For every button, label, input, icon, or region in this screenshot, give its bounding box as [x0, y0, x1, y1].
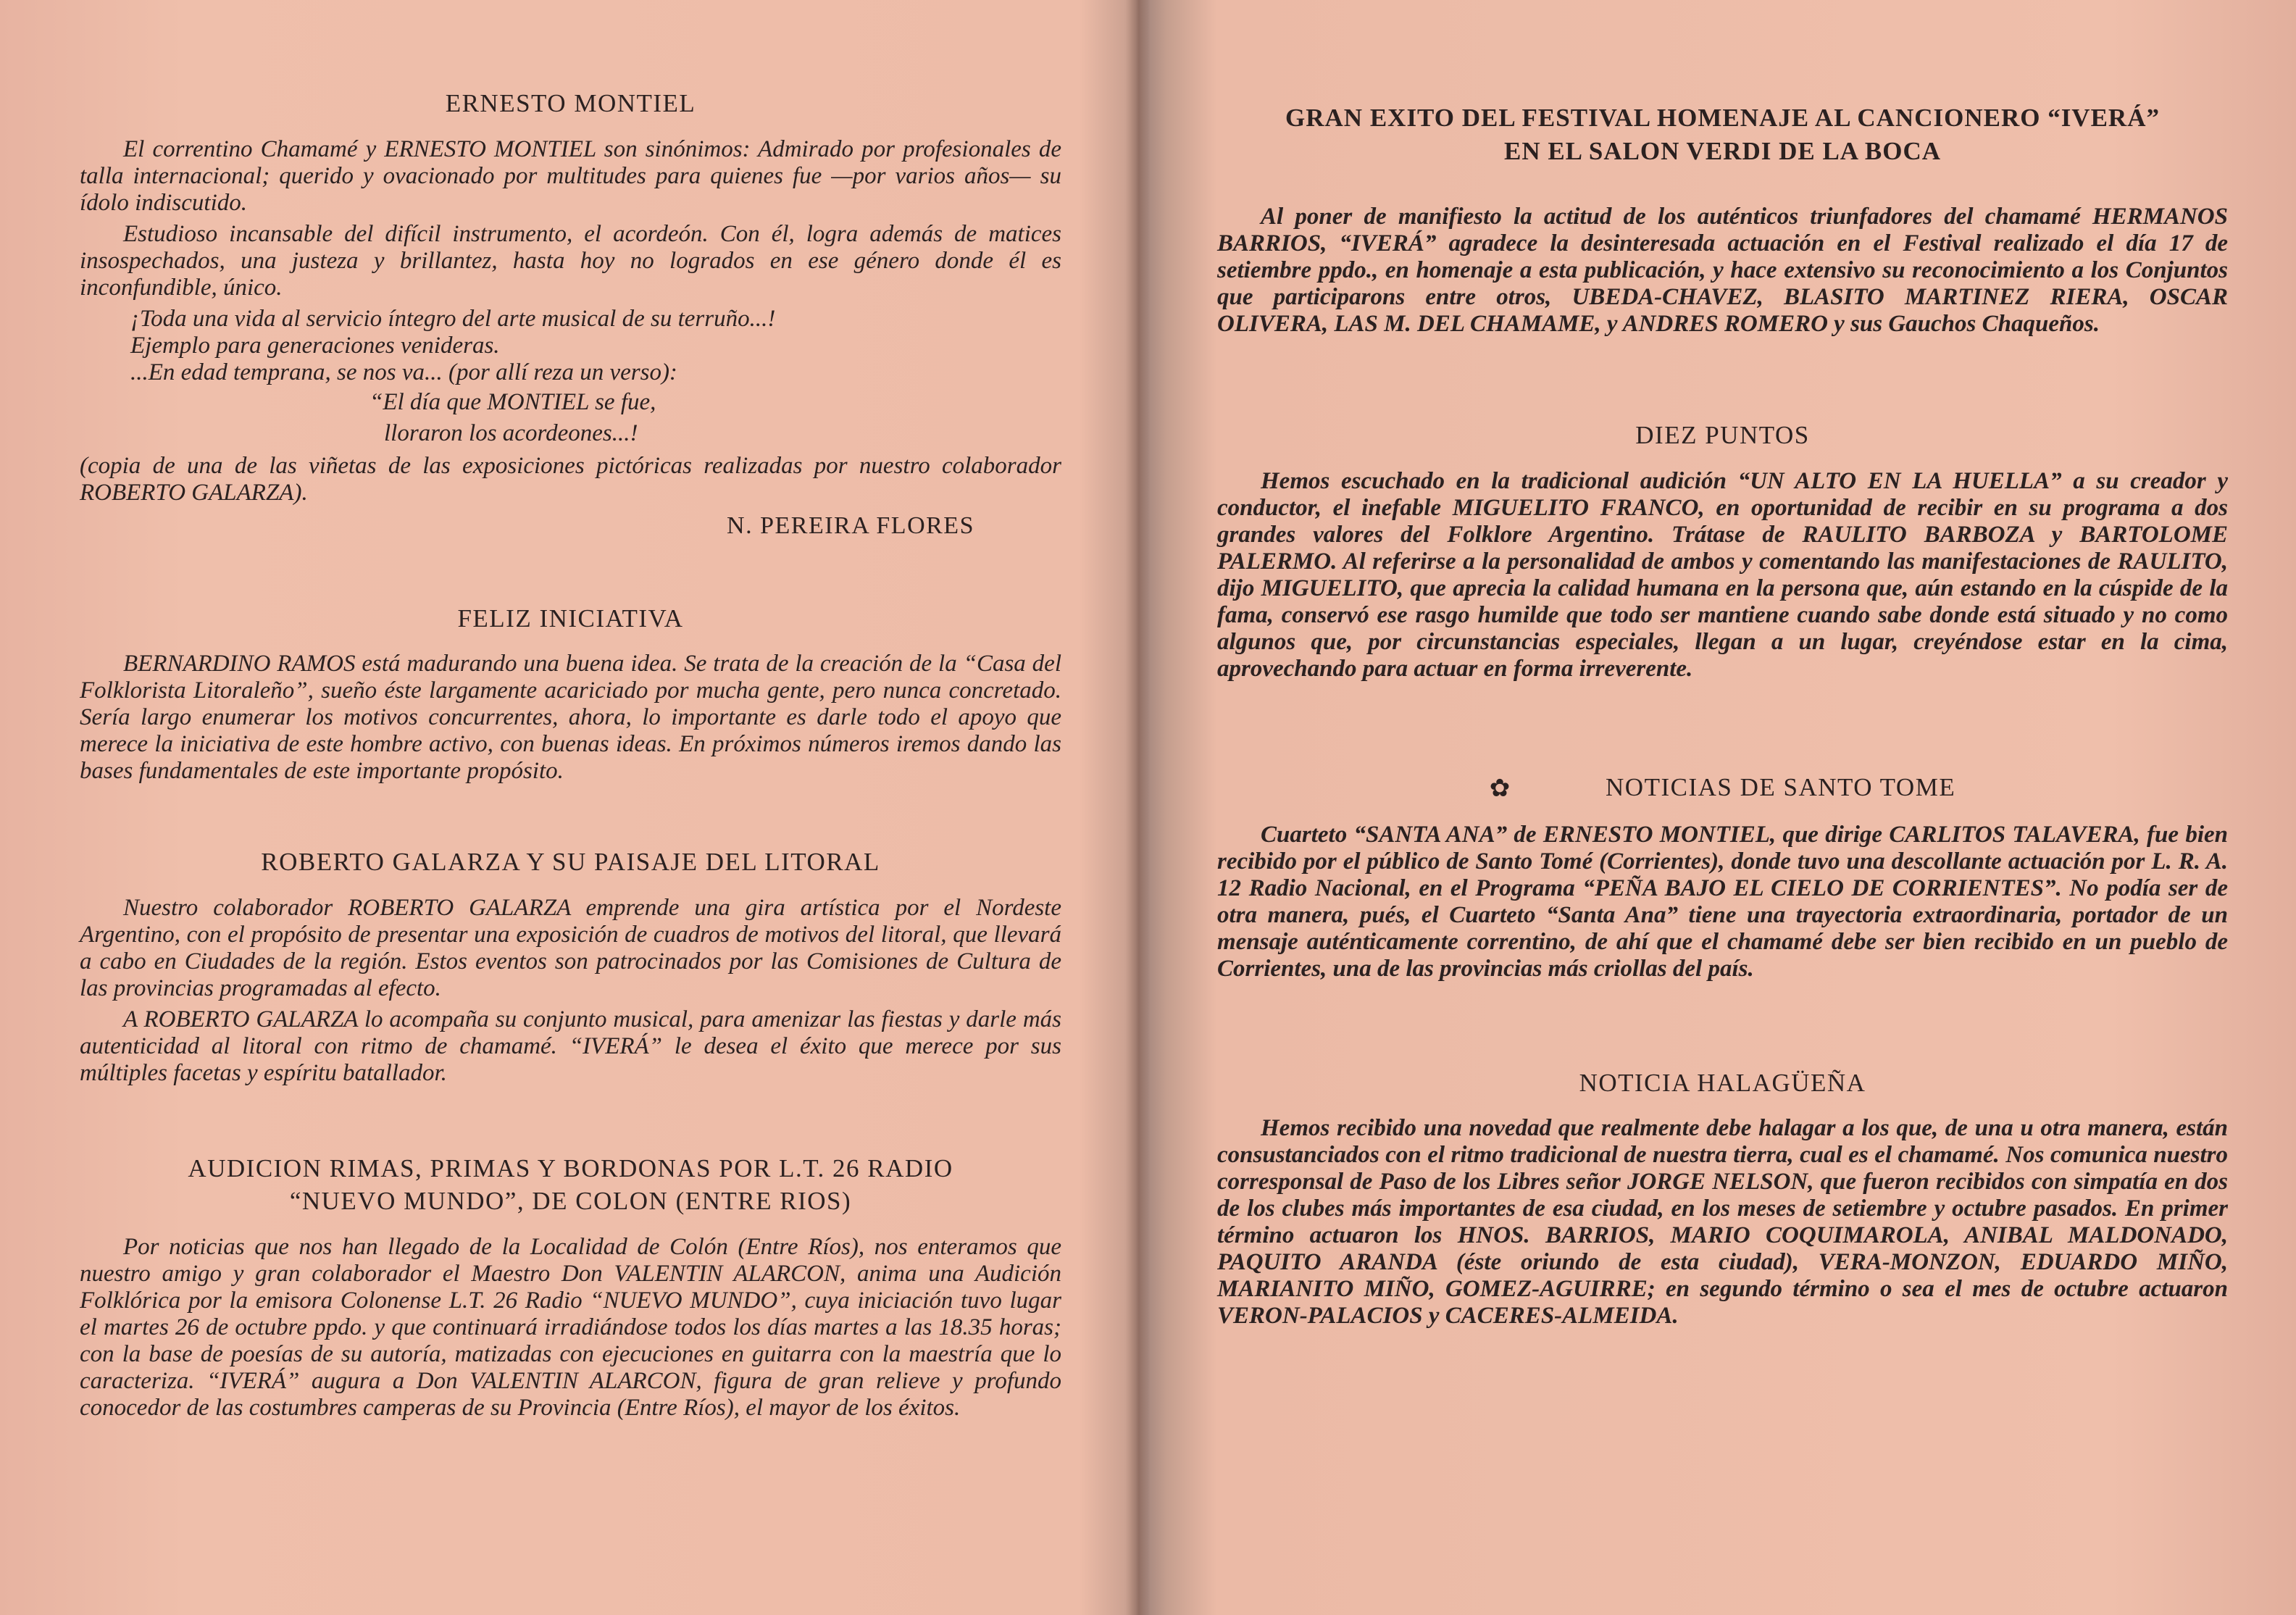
article-title: FELIZ INICIATIVA [457, 604, 684, 633]
verse-line: ...En edad temprana, se nos va... (por allí reza un verso): [130, 359, 677, 385]
paragraph: Hemos recibido una novedad que realmente debe halagar a los que, de una u otra manera, están consustanciados con el ritmo tradicional de nuestra tierra, cual es el chamamé. Nos comunica nuestro corresponsal de Paso de los Libres señor JORGE NELSON, que fueron recibidos con simpatía en dos de los clubes más importantes de esa ciudad, en los meses de setiembre y octubre pasados. En primer término actuaron los HNOS. BARRIOS, MARIO COQUIMAROLA, ANIBAL MALDONADO, PAQUITO ARANDA (éste oriundo de esta ciudad), VERA-MONZON, EDUARDO MIÑO, MARIANITO MIÑO, GOMEZ-AGUIRRE; en segundo término o sea el mes de octubre actuaron VERON-PALACIOS y CACERES-ALMEIDA. [1217, 1115, 2228, 1330]
paragraph: A ROBERTO GALARZA lo acompaña su conjunto musical, para amenizar las fiestas y darle más autenticidad al litoral con ritmo de chamamé. “IVERÁ” le desea el éxito que merece por sus múltiples facetas y espíritu batallador. [80, 1006, 1061, 1086]
article-noticias-santo-tome [1217, 771, 2228, 982]
article-ernesto-montiel [80, 87, 1061, 540]
article-body [80, 651, 1061, 785]
paragraph: Cuarteto “SANTA ANA” de ERNESTO MONTIEL, que dirige CARLITOS TALAVERA, fue bien recibido por el público de Santo Tomé (Corrientes), donde tuvo una descollante actuación por L. R. A. 12 Radio Nacional, en el Programa “PEÑA BAJO EL CIELO DE CORRIENTES”. No podía ser de otra manera, pués, el Cuarteto “Santa Ana” tiene una trayectoria extraordinaria, portador de un mensaje auténticamente correntino, de ahí que el chamamé debe ser bien recibido en un pueblo de Corrientes, una de las provincias más criollas del país. [1217, 821, 2228, 982]
article-body [1217, 1115, 2228, 1330]
article-gran-exito-festival [1217, 101, 2228, 338]
author-signature: N. PEREIRA FLORES [727, 512, 974, 539]
paragraph: Por noticias que nos han llegado de la Localidad de Colón (Entre Ríos), nos enteramos que nuestro amigo y gran colaborador el Maestro Don VALENTIN ALARCON, anima una Audición Folklórica por la emisora Colonense L.T. 26 Radio “NUEVO MUNDO”, cuya iniciación tuvo lugar el martes 26 de octubre ppdo. y que continuará irradiándose todos los días martes a las 18.35 horas; con la base de poesías de su autoría, matizadas con ejecuciones en guitarra con la maestría que lo caracteriza. “IVERÁ” augura a Don VALENTIN ALARCON, figura de gran relieve y profundo conocedor de las costumbres camperas de su Provincia (Entre Ríos), el mayor de los éxitos. [80, 1233, 1061, 1421]
right-page-content [1217, 101, 2228, 1586]
paragraph: Nuestro colaborador ROBERTO GALARZA emprende una gira artística por el Nordeste Argentino, con el propósito de presentar una exposición de cuadros de motivos del litoral, que llevará a cabo en Ciudades de la región. Estos eventos son patrocinados por las Comisiones de Cultura de las provincias programadas al efecto. [80, 894, 1061, 1001]
paragraph: Al poner de manifiesto la actitud de los auténticos triunfadores del chamamé HERMANOS BARRIOS, “IVERÁ” agradece la desinteresada actuación en el Festival realizado el día 17 de setiembre ppdo., en homenaje a esta publicación, y hace extensivo su reconocimiento a los Conjuntos que participarons entre otros, UBEDA-CHAVEZ, BLASITO MARTINEZ RIERA, OSCAR OLIVERA, LAS M. DEL CHAMAME, y ANDRES ROMERO y sus Gauchos Chaqueños. [1217, 204, 2228, 337]
article-title-line: AUDICION RIMAS, PRIMAS Y BORDONAS POR L.T. 26 RADIO [188, 1153, 953, 1182]
quote-line: lloraron los acordeones...! [384, 420, 638, 446]
article-roberto-galarza [80, 846, 1061, 1087]
article-audicion-rimas [80, 1152, 1061, 1422]
article-title-row [1217, 771, 2228, 806]
article-title: NOTICIA HALAGÜEÑA [1579, 1068, 1866, 1097]
article-title: NOTICIAS DE SANTO TOME [1606, 772, 1956, 801]
article-title-line: “NUEVO MUNDO”, DE COLON (ENTRE RIOS) [289, 1187, 852, 1215]
left-page [0, 0, 1130, 1615]
article-title: ROBERTO GALARZA Y SU PAISAJE DEL LITORAL [261, 848, 880, 876]
caption-note: (copia de una de las viñetas de las exposiciones pictóricas realizadas por nuestro colaborador ROBERTO GALARZA). [80, 452, 1061, 506]
left-page-content [80, 87, 1061, 1586]
verse-line: ¡Toda una vida al servicio íntegro del arte musical de su terruño...! [130, 305, 776, 332]
paragraph: Hemos escuchado en la tradicional audición “UN ALTO EN LA HUELLA” a su creador y conductor, el inefable MIGUELITO FRANCO, en oportunidad de recibir en su programa a dos grandes valores del Folklore Argentino. Trátase de RAULITO BARBOZA y BARTOLOME PALERMO. Al referirse a la personalidad de ambos y comentando las manifestaciones de RAULITO, dijo MIGUELITO, que aprecia la calidad humana en la persona que, aún estando en la cúspide de la fama, conservó ese rasgo humilde que todo ser mantiene cuando sabe donde está situado y no como algunos que, por circunstancias especiales, llegan a un lugar, creyéndose estar en la cima, aprovechando para actuar en forma irreverente. [1217, 467, 2228, 682]
article-diez-puntos [1217, 419, 2228, 683]
article-title-line: GRAN EXITO DEL FESTIVAL HOMENAJE AL CANCIONERO “IVERÁ” [1285, 104, 2160, 132]
paragraph: BERNARDINO RAMOS está madurando una buena idea. Se trata de la creación de la “Casa del Folklorista Litoraleño”, sueño éste largamente acariciado por mucha gente, pero nunca concretado. Sería largo enumerar los motivos concurrentes, ahora, lo importante es darle todo el apoyo que merece la iniciativa de este hombre activo, con buenas ideas. En próximos números iremos dando las bases fundamentales de este importante propósito. [80, 651, 1061, 784]
flower-ornament-icon: ✿ [1489, 775, 1511, 803]
article-noticia-halaguena [1217, 1067, 2228, 1330]
article-body [80, 1234, 1061, 1422]
article-title-line: EN EL SALON VERDI DE LA BOCA [1503, 136, 1942, 165]
article-body [80, 136, 1061, 506]
right-page [1145, 0, 2296, 1615]
paragraph: Estudioso incansable del difícil instrumento, el acordeón. Con él, logra además de matices insospechados, una justeza y brillantez, hasta hoy no logrados en ese género donde él es inconfundible, único. [80, 220, 1061, 301]
verse-line: Ejemplo para generaciones venideras. [130, 332, 500, 359]
article-body [1217, 468, 2228, 683]
quote-line: “El día que MONTIEL se fue, [370, 388, 656, 415]
article-body [1217, 822, 2228, 982]
article-title: DIEZ PUNTOS [1635, 421, 1810, 449]
article-feliz-iniciativa [80, 602, 1061, 785]
paragraph: El correntino Chamamé y ERNESTO MONTIEL son sinónimos: Admirado por profesionales de talla internacional; querido y ovacionado por multitudes para quienes fue —por varios años— su ídolo indiscutido. [80, 135, 1061, 216]
article-title: ERNESTO MONTIEL [445, 89, 696, 117]
article-body [80, 895, 1061, 1087]
article-body [1217, 204, 2228, 338]
